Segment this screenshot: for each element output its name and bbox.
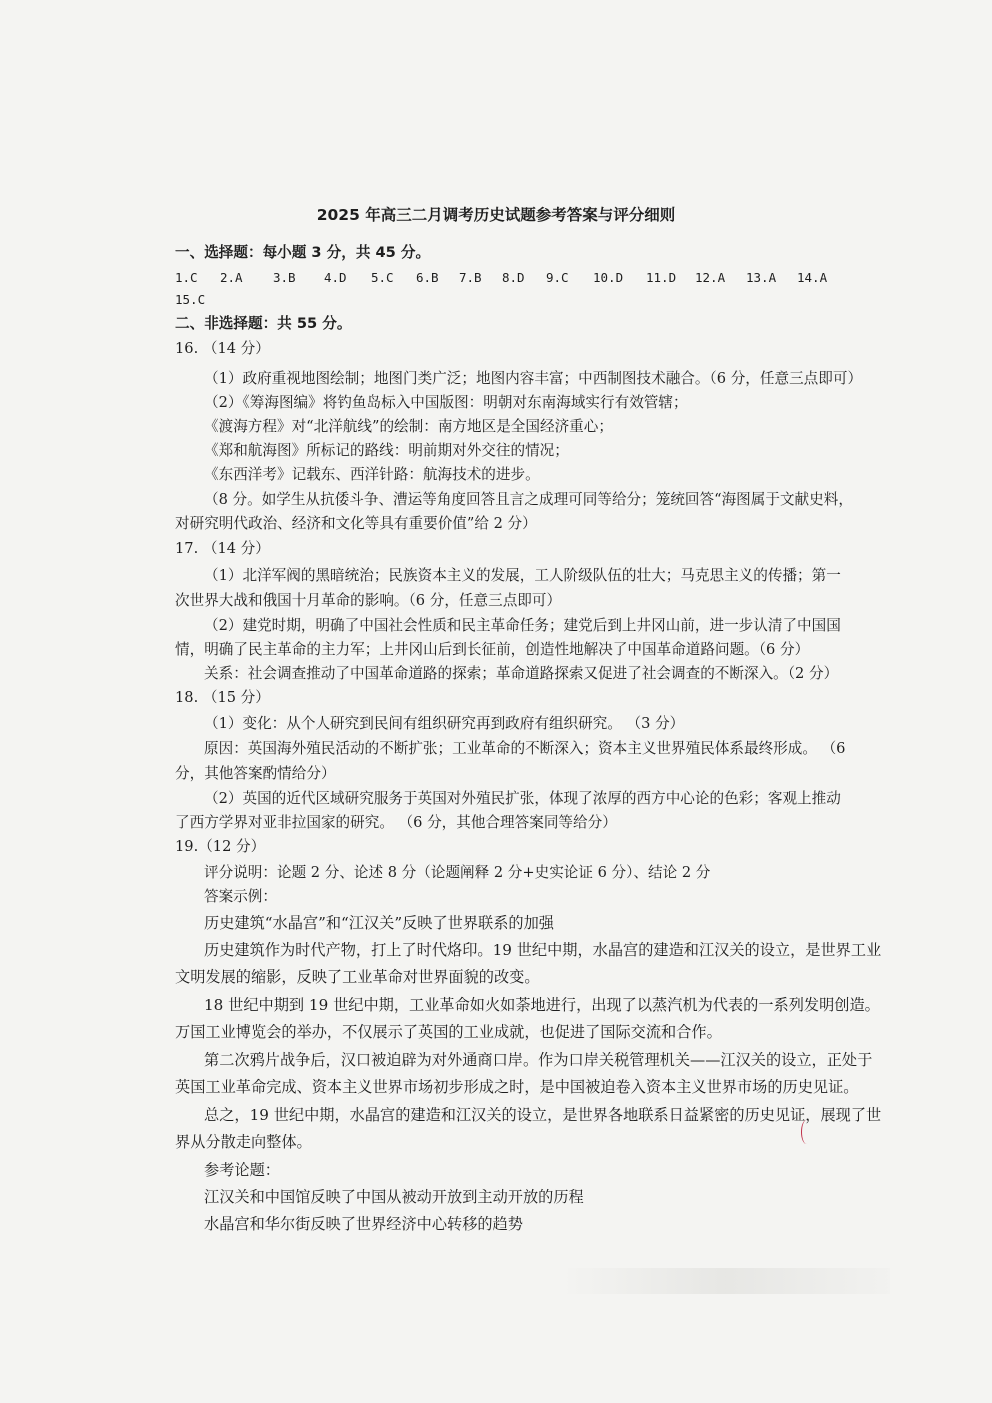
q19-line: 参考论题：: [204, 1161, 280, 1179]
mcq-answer: 10.D: [593, 270, 624, 285]
q19-line: 水晶宫和华尔街反映了世界经济中心转移的趋势: [204, 1215, 523, 1233]
mcq-answer: 9.C: [546, 270, 569, 285]
q17-heading: 17. （14 分）: [175, 540, 270, 557]
q19-line: 第二次鸦片战争后，汉口被迫辟为对外通商口岸。作为口岸关税管理机关——江汉关的设立，正处于: [204, 1051, 873, 1069]
mcq-answer: 8.D: [502, 270, 525, 285]
mcq-answer: 1.C: [175, 270, 198, 285]
q19-line: 总之，19 世纪中期，水晶宫的建造和江汉关的设立，是世界各地联系日益紧密的历史见证，展现了世: [204, 1106, 882, 1124]
mcq-answer: 2.A: [220, 270, 243, 285]
q19-line: 18 世纪中期到 19 世纪中期，工业革命如火如荼地进行，出现了以蒸汽机为代表的一系列发明创造。: [204, 996, 880, 1014]
mcq-answer-row: [175, 270, 875, 288]
page-title: 2025 年高三二月调考历史试题参考答案与评分细则: [316, 206, 676, 224]
q19-line: 历史建筑作为时代产物，打上了时代烙印。19 世纪中期，水晶宫的建造和江汉关的设立，是世界工业: [204, 941, 882, 959]
q19-line: 答案示例：: [204, 888, 277, 905]
q17-line: 次世界大战和俄国十月革命的影响。（6 分，任意三点即可）: [175, 592, 562, 609]
q18-heading: 18. （15 分）: [175, 689, 270, 706]
mcq-answer-row-2: [175, 292, 875, 310]
q16-line: （2）《筹海图编》将钓鱼岛标入中国版图：明朝对东南海域实行有效管辖；: [204, 394, 688, 411]
q18-line: 了西方学界对亚非拉国家的研究。 （6 分，其他合理答案同等给分）: [175, 814, 617, 831]
q17-line: （1）北洋军阀的黑暗统治；民族资本主义的发展，工人阶级队伍的壮大；马克思主义的传播；第一: [204, 567, 841, 584]
q17-line: 关系：社会调查推动了中国革命道路的探索；革命道路探索又促进了社会调查的不断深入。（2 分）: [204, 665, 839, 682]
handwritten-pen-mark: [801, 1120, 812, 1144]
q17-line: 情，明确了民主革命的主力军；上井冈山后到长征前，创造性地解决了中国革命道路问题。（6 分）: [175, 641, 810, 658]
mcq-answer: 15.C: [175, 292, 206, 307]
q16-line: 《渡海方程》对“北洋航线”的绘制：南方地区是全国经济重心；: [204, 418, 613, 435]
q19-line: 英国工业革命完成、资本主义世界市场初步形成之时，是中国被迫卷入资本主义世界市场的历史见证。: [175, 1078, 859, 1096]
q16-line: 《郑和航海图》所标记的路线：明前期对外交往的情况；: [204, 442, 569, 459]
mcq-answer: 6.B: [416, 270, 439, 285]
mcq-answer: 13.A: [746, 270, 777, 285]
q19-line: 界从分散走向整体。: [175, 1133, 312, 1151]
mcq-answer: 5.C: [371, 270, 394, 285]
q16-line: （8 分。如学生从抗倭斗争、漕运等角度回答且言之成理可同等给分；笼统回答“海图属于文献史料，: [204, 491, 853, 508]
q19-heading: 19.（12 分）: [175, 838, 266, 855]
mcq-answer: 4.D: [324, 270, 347, 285]
q16-line: 对研究明代政治、经济和文化等具有重要价值”给 2 分）: [175, 515, 537, 532]
q18-line: 原因：英国海外殖民活动的不断扩张；工业革命的不断深入；资本主义世界殖民体系最终形成。 （6: [204, 740, 846, 757]
section2-heading: 二、非选择题：共 55 分。: [175, 315, 352, 332]
q19-line: 江汉关和中国馆反映了中国从被动开放到主动开放的历程: [204, 1188, 584, 1206]
q19-line: 历史建筑“水晶宫”和“江汉关”反映了世界联系的加强: [204, 914, 554, 932]
q19-line: 万国工业博览会的举办，不仅展示了英国的工业成就，也促进了国际交流和合作。: [175, 1023, 722, 1041]
q18-line: （1）变化：从个人研究到民间有组织研究再到政府有组织研究。 （3 分）: [204, 715, 685, 732]
mcq-answer: 14.A: [797, 270, 828, 285]
mcq-answer: 12.A: [695, 270, 726, 285]
scan-smudge: [560, 1268, 890, 1294]
section1-heading: 一、选择题：每小题 3 分，共 45 分。: [175, 244, 431, 261]
mcq-answer: 11.D: [646, 270, 677, 285]
q19-line: 评分说明：论题 2 分、论述 8 分（论题阐释 2 分+史实论证 6 分）、结论 2 分: [204, 864, 711, 881]
q17-line: （2）建党时期，明确了中国社会性质和民主革命任务；建党后到上井冈山前，进一步认清了中国国: [204, 617, 841, 634]
q16-line: 《东西洋考》记载东、西洋针路：航海技术的进步。: [204, 466, 540, 483]
q16-heading: 16. （14 分）: [175, 340, 270, 357]
mcq-answer: 3.B: [273, 270, 296, 285]
q19-line: 文明发展的缩影，反映了工业革命对世界面貌的改变。: [175, 968, 540, 986]
mcq-answer: 7.B: [459, 270, 482, 285]
q16-line: （1）政府重视地图绘制；地图门类广泛；地图内容丰富；中西制图技术融合。（6 分，任意三点即可）: [204, 370, 863, 387]
q18-line: 分，其他答案酌情给分）: [175, 765, 336, 782]
q18-line: （2）英国的近代区域研究服务于英国对外殖民扩张，体现了浓厚的西方中心论的色彩；客观上推动: [204, 790, 841, 807]
